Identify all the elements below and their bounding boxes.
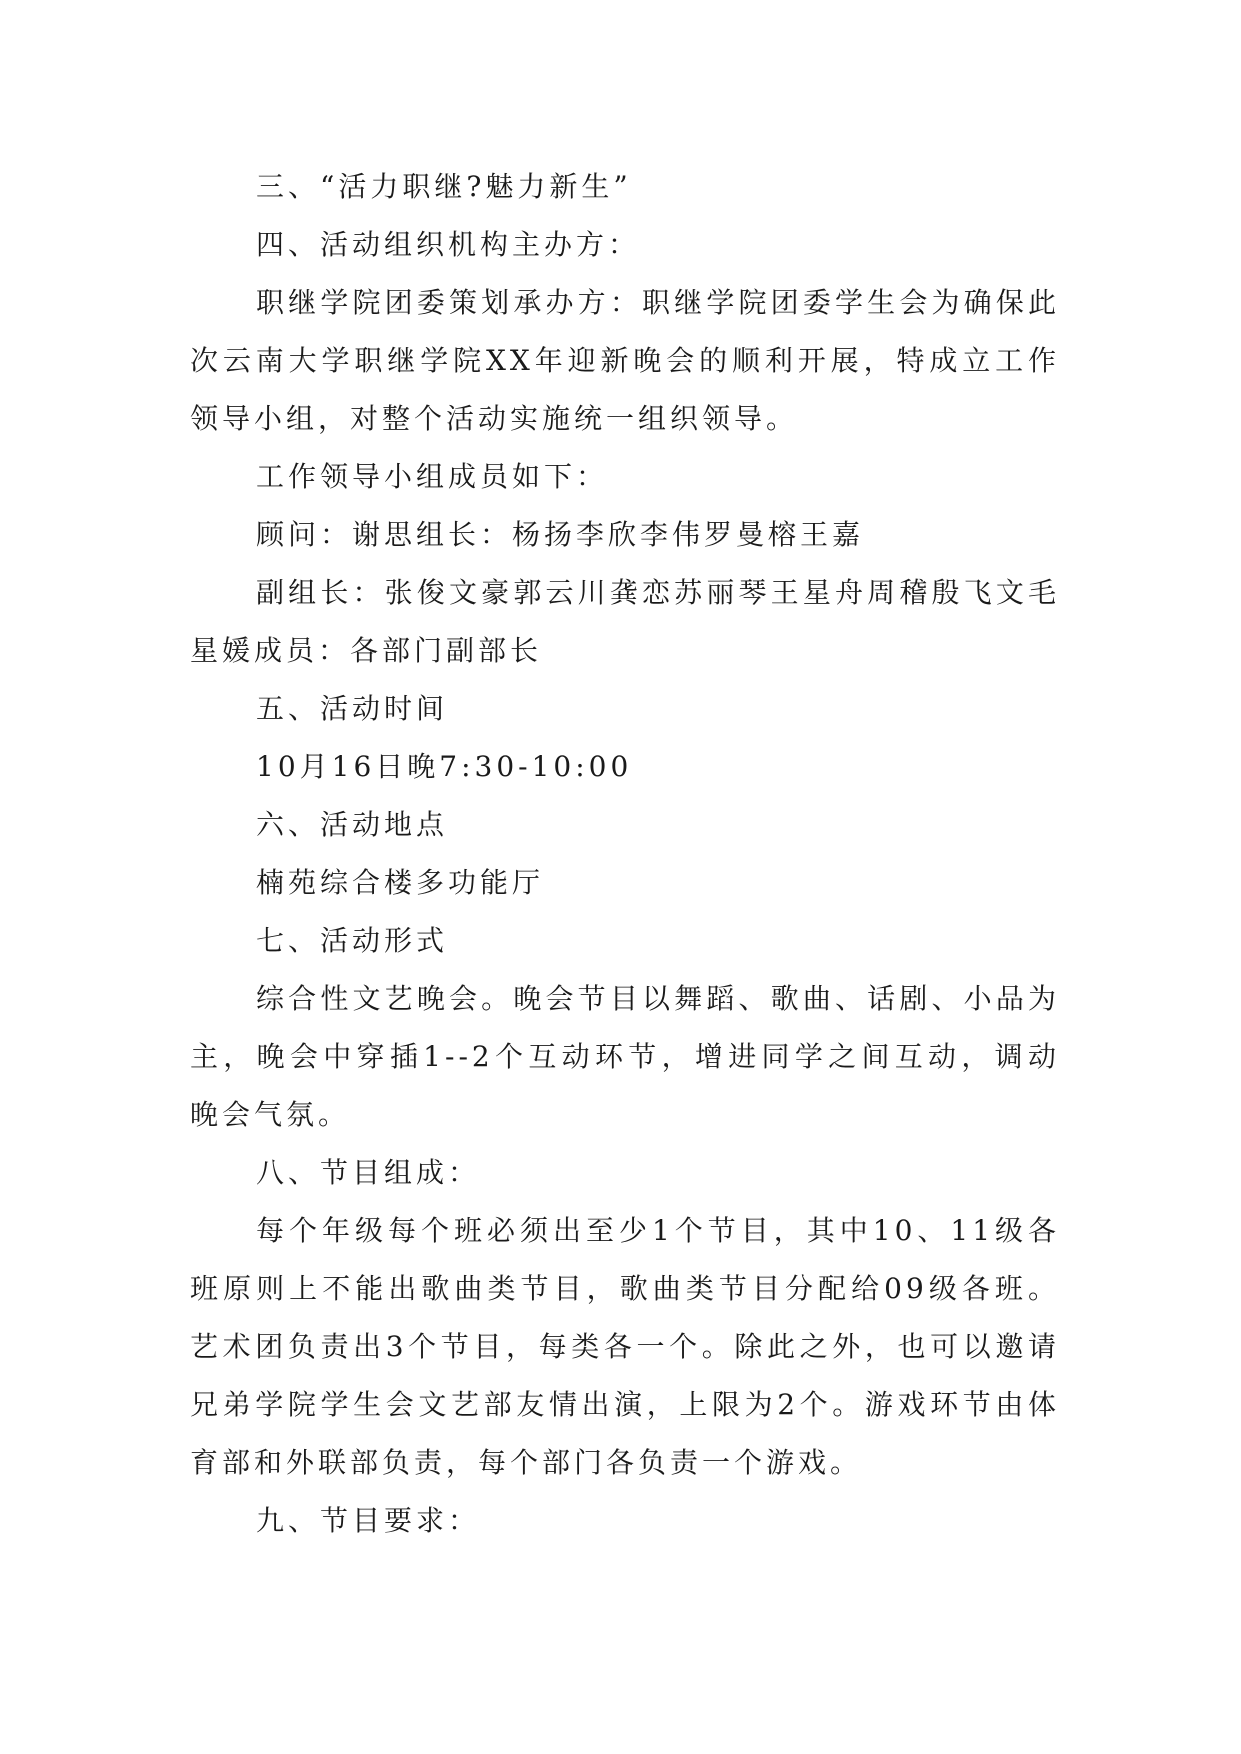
section-heading-4: 四、活动组织机构主办方： [256,228,641,261]
event-time: 10月16日晚7:30-10:00 [256,750,633,783]
section-heading-9: 九、节目要求： [256,1504,481,1537]
organizer-paragraph: 职继学院团委策划承办方：职继学院团委学生会为确保此次云南大学职继学院XX年迎新晚会的顺利开展，特成立工作领导小组，对整个活动实施统一组织领导。 [190,286,1060,435]
section-heading-5: 五、活动时间 [256,692,449,725]
section-heading-3: 三、“活力职继?魅力新生” [256,170,632,203]
event-location: 楠苑综合楼多功能厅 [256,866,545,899]
program-composition-paragraph: 每个年级每个班必须出至少1个节目，其中10、11级各班原则上不能出歌曲类节目，歌曲类节目分配给09级各班。艺术团负责出3个节目，每类各一个。除此之外，也可以邀请兄弟学院学生会文艺部友情出演，上限为2个。游戏环节由体育部和外联部负责，每个部门各负责一个游戏。 [190,1214,1060,1479]
deputy-members-paragraph: 副组长：张俊文豪郭云川龚恋苏丽琴王星舟周稽殷飞文毛星媛成员：各部门副部长 [190,576,1060,667]
section-heading-6: 六、活动地点 [256,808,449,841]
members-intro: 工作领导小组成员如下： [256,460,609,493]
section-heading-8: 八、节目组成： [256,1156,481,1189]
section-heading-7: 七、活动形式 [256,924,449,957]
document-body [190,158,1060,1550]
advisor-leader-line: 顾问：谢思组长：杨扬李欣李伟罗曼榕王嘉 [256,518,865,551]
event-format-paragraph: 综合性文艺晚会。晚会节目以舞蹈、歌曲、话剧、小品为主，晚会中穿插1--2个互动环节，增进同学之间互动，调动晚会气氛。 [190,982,1060,1131]
